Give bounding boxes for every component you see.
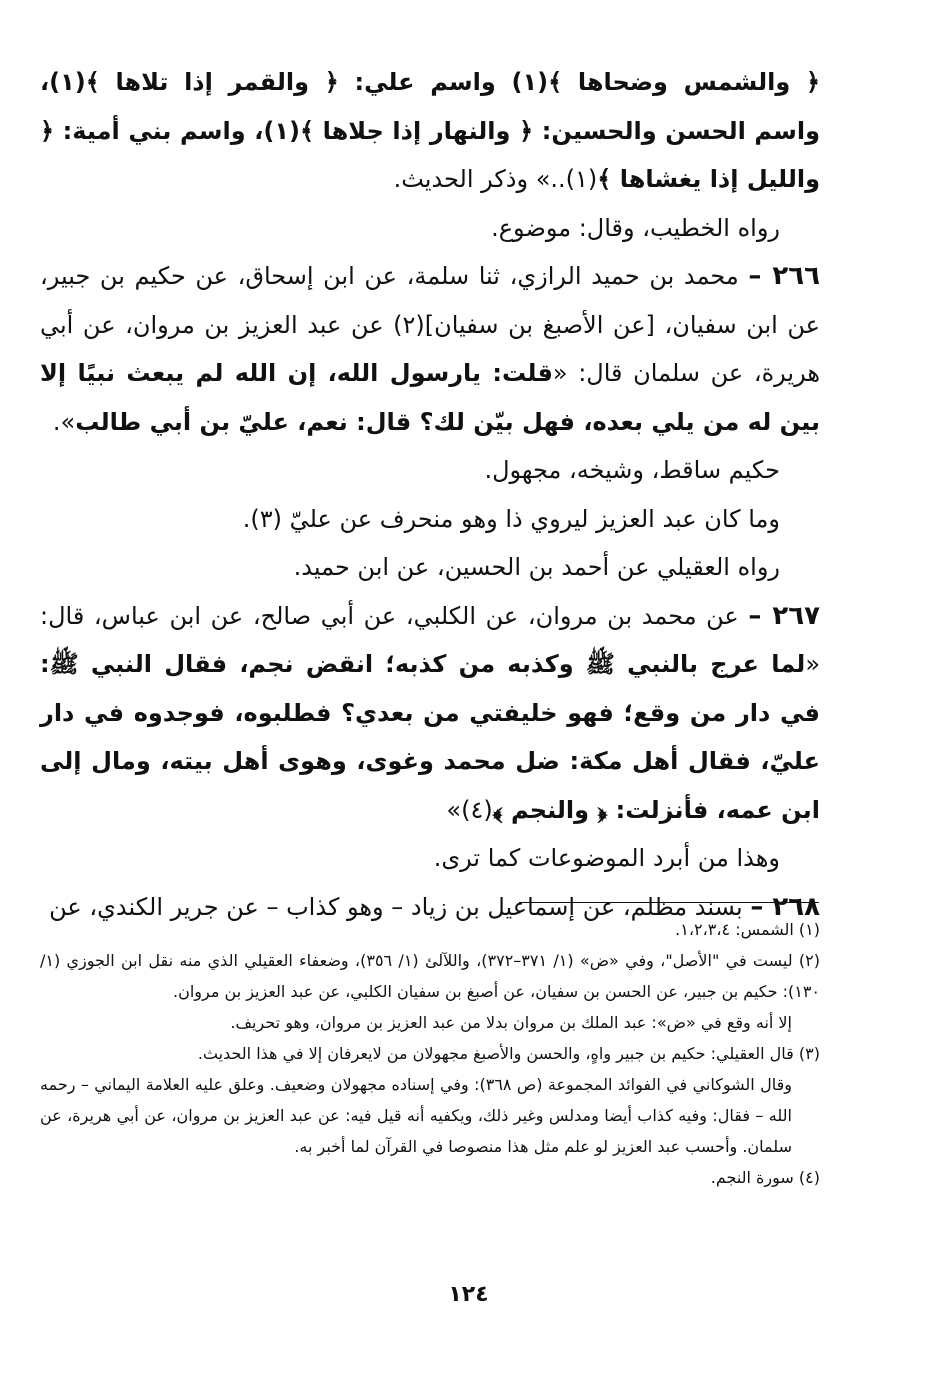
- text-span: (١) واسم علي:: [338, 68, 549, 96]
- isnad-text: بسند مظلم، عن إسماعيل بن زياد – وهو كذاب – عن جرير الكندي، عن: [49, 892, 751, 921]
- paragraph-comment: حكيم ساقط، وشيخه، مجهول.: [484, 456, 780, 484]
- hadith-number: ٢٦٦ –: [748, 261, 821, 291]
- paragraph-hadith-266: [40, 252, 820, 446]
- footnotes: [40, 914, 820, 1193]
- matn-text: قلت: يارسول الله، إن الله لم يبعث نبيًا إلا بين له من يلي بعده، فهل بيّن لك؟ قال: نعم، عليّ بن أبي طالب: [40, 359, 820, 436]
- footnote-2-continued: إلا أنه وقع في «ض»: عبد الملك بن مروان بدلا من عبد العزيز بن مروان، وهو تحريف.: [230, 1013, 792, 1032]
- footnote-separator: [519, 902, 819, 903]
- quran-quote: ﴿ والنهار إذا جلاها ﴾: [299, 116, 534, 145]
- hadith-number: ٢٦٧ –: [748, 600, 820, 631]
- footnote-3-continued: وقال الشوكاني في الفوائد المجموعة (ص ٣٦٨): وفي إسناده مجهولان وضعيف. وعلق عليه العلامة اليماني – رحمه الله – فقال: وفيه كذاب أيضا ومدلس وغير ذلك، ويكفيه أنه قيل فيه: عن عبد العزيز بن مروان، عن أبي هريرة، عن سلمان. وأحسب عبد العزيز لو علم مثل هذا منصوصا في القرآن لما أخبر به.: [40, 1075, 792, 1156]
- hadith-number: ٢٦٨ –: [750, 891, 820, 922]
- footnote-2: (٢) ليست في "الأصل"، وفي «ض» (١/ ٣٧١–٣٧٢)، واللآلئ (١/ ٣٥٦)، وضعفاء العقيلي الذي منه نقل ابن الجوزي (١/ ١٣٠): حكيم بن جبير، عن الحسن بن سفيان، عن أصبغ بن سفيان الكلبي، عن عبد العزيز بن مروان.: [40, 951, 820, 1001]
- text-span: (٤)»: [446, 795, 493, 824]
- isnad-text: محمد بن حميد الرازي، ثنا سلمة، عن ابن إسحاق، عن حكيم بن جبير، عن ابن سفيان، [عن الأصبغ بن سفيان](٢) عن عبد العزيز بن مروان، عن أبي هريرة، عن سلمان قال: «: [40, 262, 820, 387]
- paragraph-hadith-267: [40, 592, 820, 835]
- page-number: ١٢٤: [448, 1282, 489, 1307]
- main-text: [40, 58, 820, 931]
- footnote-3: (٣) قال العقيلي: حكيم بن جبير واهٍ، والحسن والأصبغ مجهولان من لايعرفان إلا في هذا الحديث.: [197, 1044, 820, 1063]
- quran-quote: ﴿ والقمر إذا تلاها ﴾: [85, 68, 339, 96]
- text-span: (١)..» وذكر الحديث.: [393, 165, 598, 193]
- matn-text: لما عرج بالنبي ﷺ وكذبه من كذبه؛ انقض نجم، فقال النبي ﷺ: في دار من وقع؛ فهو خليفتي من بعدي؟ فطلبوه، فوجدوه في دار عليّ، فقال أهل مكة: ضل محمد وغوى، وهوى أهل بيته، ومال إلى ابن عمه، فأنزلت: ﴿ والنجم ﴾: [40, 650, 820, 824]
- paragraph-verdict: رواه الخطيب، وقال: موضوع.: [491, 213, 780, 242]
- footnote-4: (٤) سورة النجم.: [710, 1168, 820, 1187]
- quran-quote: ﴿ والليل إذا يغشاها ﴾: [40, 116, 820, 193]
- text-span: (١)، واسم بني أمية:: [54, 116, 300, 145]
- paragraph-hadith-265-end: [40, 58, 820, 204]
- isnad-text: عن محمد بن مروان، عن الكلبي، عن أبي صالح، عن ابن عباس، قال: «: [40, 601, 820, 678]
- footnote-1: (١) الشمس: ١،٢،٣،٤.: [675, 920, 820, 939]
- text-span: (١)، واسم الحسن والحسين:: [40, 68, 820, 145]
- paragraph-comment: وما كان عبد العزيز ليروي ذا وهو منحرف عن عليّ (٣).: [242, 504, 780, 533]
- text-span: ».: [52, 407, 76, 436]
- paragraph-comment: وهذا من أبرد الموضوعات كما ترى.: [433, 844, 780, 872]
- paragraph-comment: رواه العقيلي عن أحمد بن الحسين، عن ابن حميد.: [293, 553, 780, 581]
- quran-quote: ﴿ والشمس وضحاها ﴾: [548, 68, 821, 96]
